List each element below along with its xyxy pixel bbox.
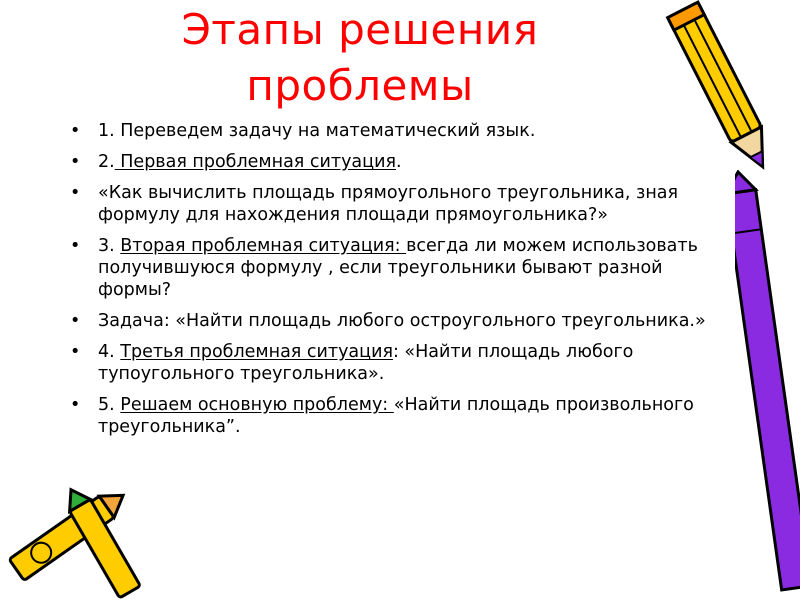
item-text-after: «Найти площадь произвольного треугольника”. <box>98 395 694 437</box>
bullet-marker: • <box>70 311 81 331</box>
list-item <box>70 120 730 142</box>
title-line-1: Этапы решения <box>181 5 539 54</box>
crayon-icon <box>0 480 150 600</box>
list-item <box>70 341 730 385</box>
item-text: 1. Переведем задачу на математический язык. <box>98 121 536 141</box>
item-text: «Как вычислить площадь прямоугольного треугольника, зная формулу для нахождения площади прямоугольника?» <box>98 183 679 225</box>
bullet-marker: • <box>70 152 81 172</box>
bullet-marker: • <box>70 121 81 141</box>
list-item <box>70 235 730 301</box>
list-item <box>70 394 730 438</box>
bullet-marker: • <box>70 342 81 362</box>
item-underlined-text: Решаем основную проблему: <box>120 395 394 415</box>
item-underlined-text: Первая проблемная ситуация <box>114 152 396 172</box>
item-text: 2. <box>98 152 115 172</box>
item-text: 5. <box>98 395 121 415</box>
bullet-marker: • <box>70 183 81 203</box>
list-item <box>70 151 730 173</box>
item-text: 3. <box>98 236 121 256</box>
list-item <box>70 182 730 226</box>
item-text-after: : «Найти площадь любого тупоугольного треугольника». <box>98 342 634 384</box>
bullet-list <box>70 120 730 438</box>
bullet-marker: • <box>70 395 81 415</box>
item-text-after: . <box>395 152 402 172</box>
item-underlined-text: Вторая проблемная ситуация: <box>120 236 407 256</box>
title-line-2: проблемы <box>246 61 474 110</box>
item-text-after: всегда ли можем использовать получившуюся формулу , если треугольники бывают разной формы? <box>98 236 698 300</box>
bullet-marker: • <box>70 236 81 256</box>
item-text: Задача: «Найти площадь любого остроугольного треугольника.» <box>98 311 706 331</box>
crayon-icon <box>735 170 800 600</box>
item-underlined-text: Третья проблемная ситуация <box>120 342 393 362</box>
page-title <box>150 2 570 114</box>
list-item <box>70 310 730 332</box>
item-text: 4. <box>98 342 121 362</box>
